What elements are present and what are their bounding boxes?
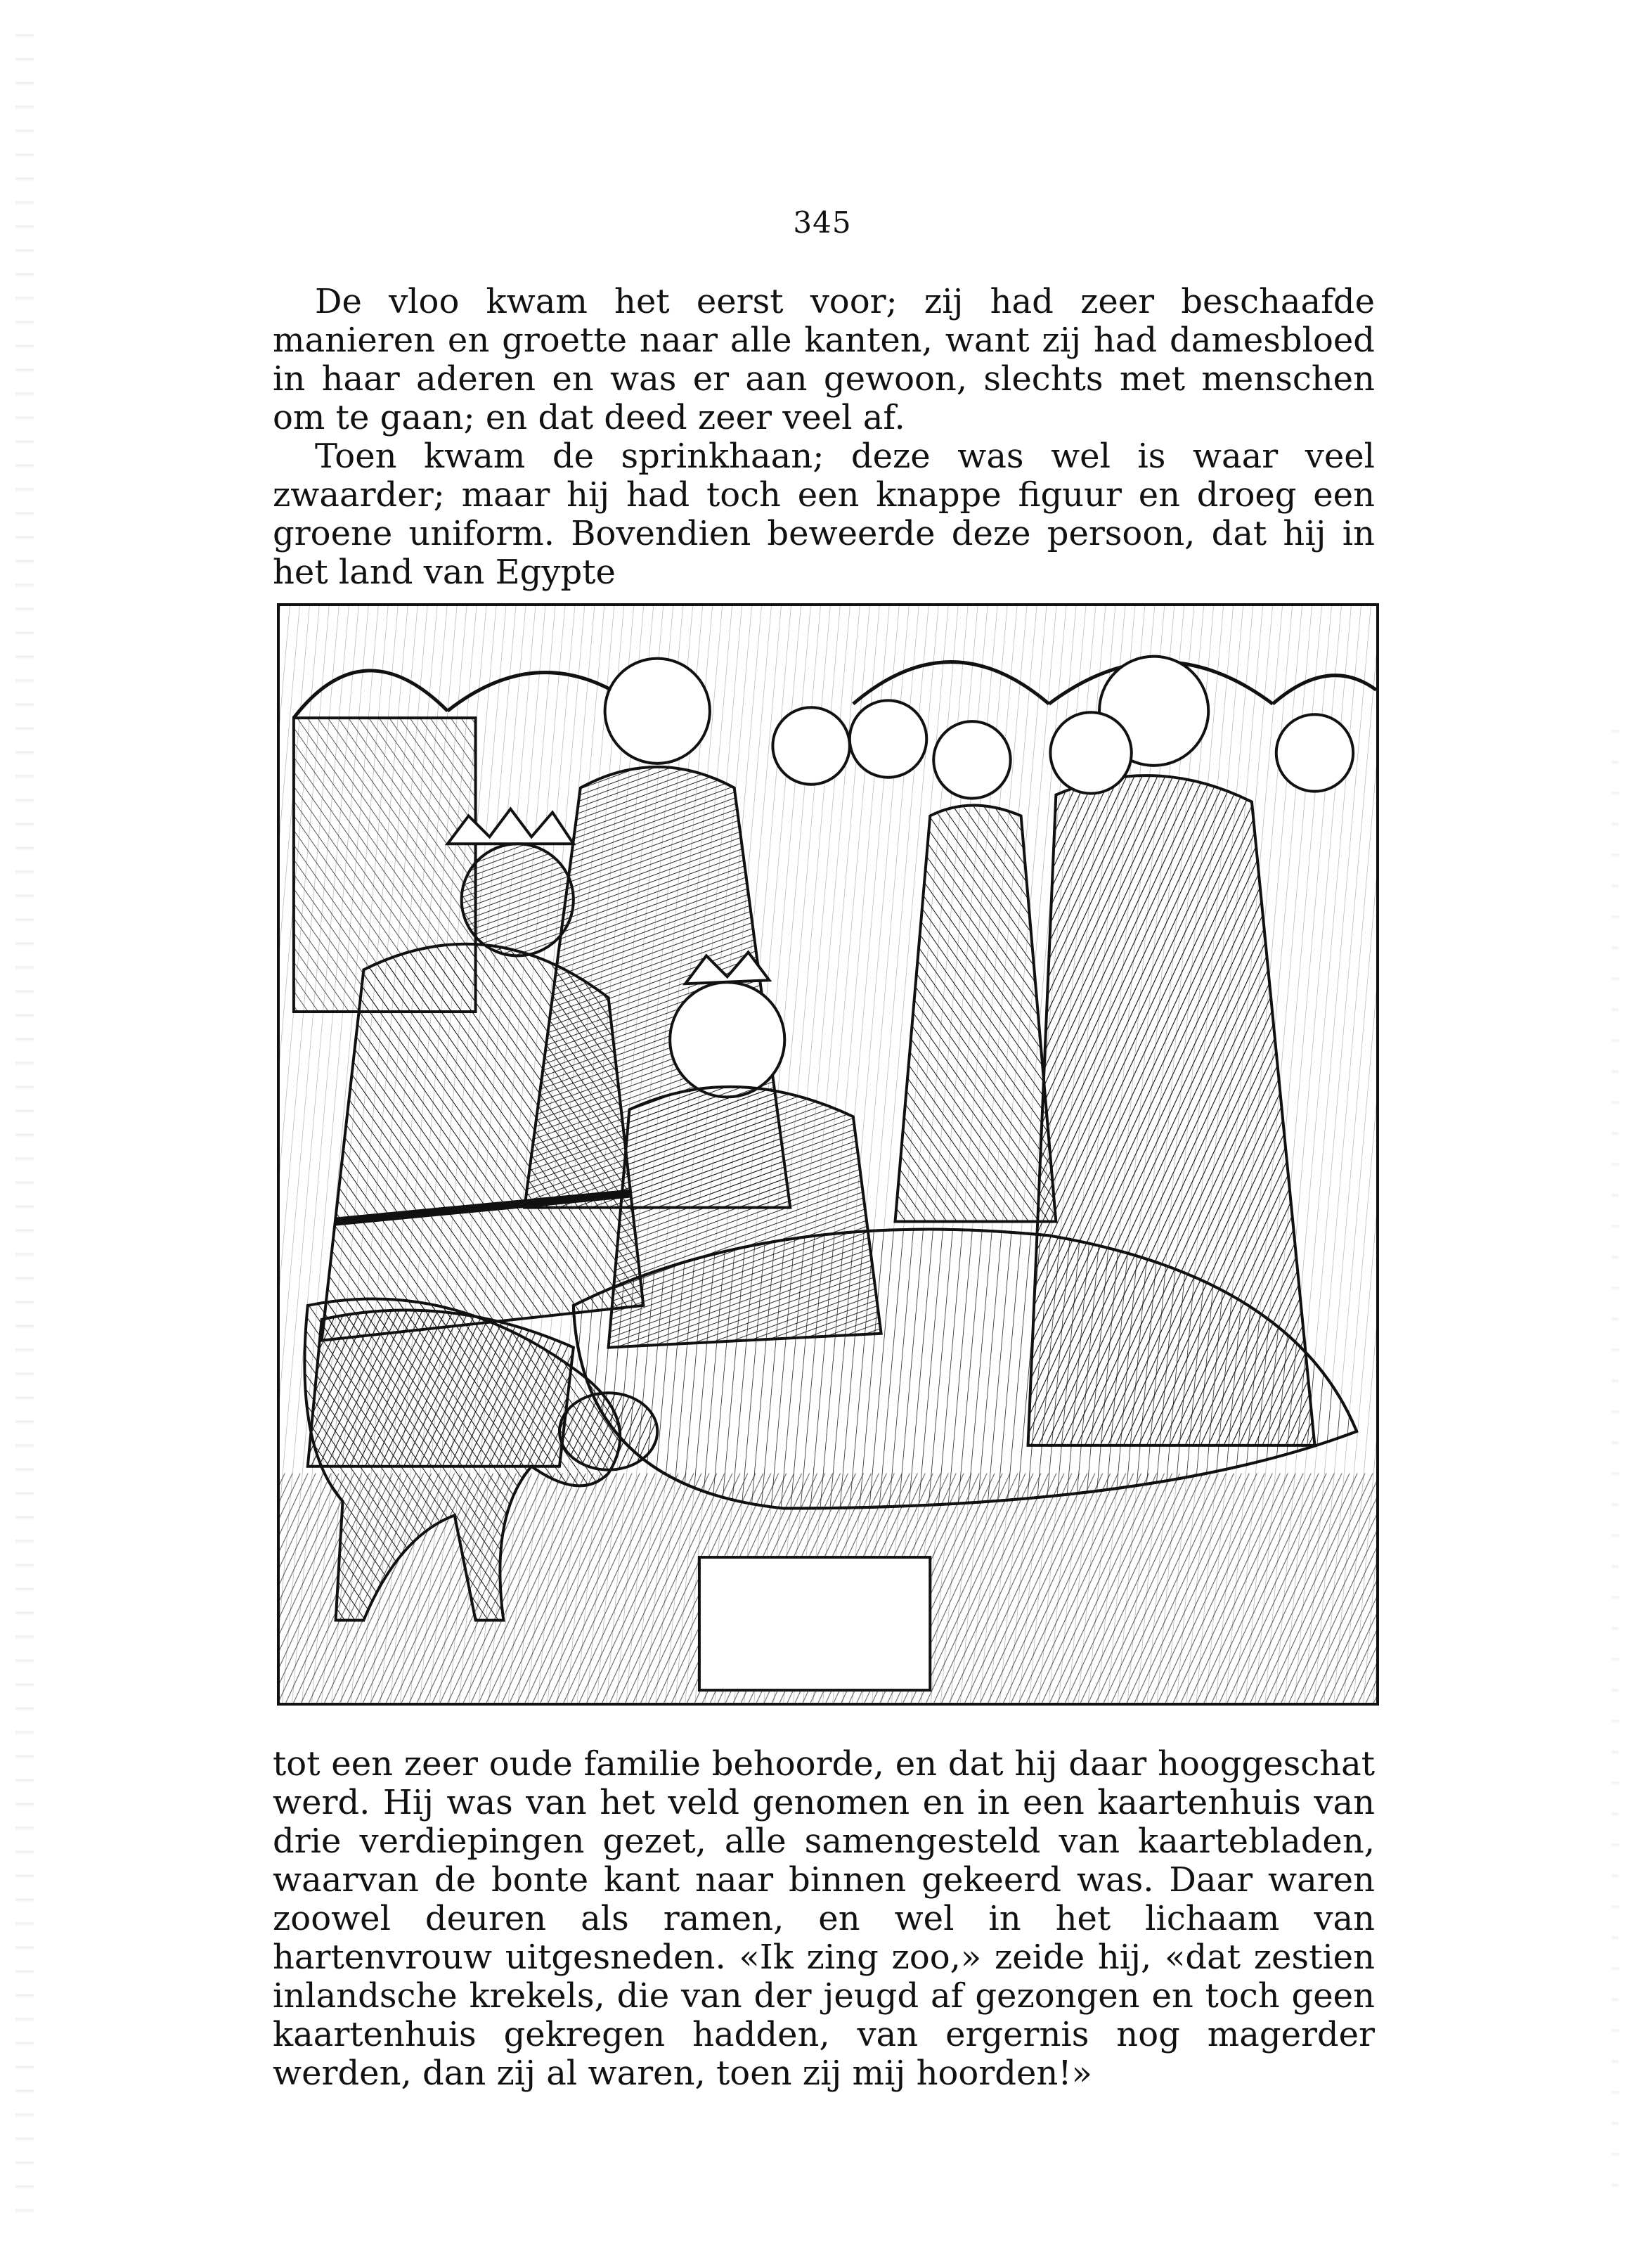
engraving-illustration-icon	[280, 606, 1376, 1703]
scan-edge-right	[1612, 703, 1619, 2215]
scan-edge-left	[15, 14, 34, 2229]
bottom-text-block	[273, 1745, 1375, 2093]
top-text-block	[273, 283, 1375, 592]
engraving-illustration	[277, 603, 1379, 1706]
paragraph-3: tot een zeer oude familie behoorde, en dat hij daar hooggeschat werd. Hij was van het veld genomen en in een kaartenhuis van drie verdiepingen gezet, alle samengesteld van kaartebladen, waarvan de bonte kant naar binnen gekeerd was. Daar waren zoowel deuren als ramen, en wel in het lichaam van hartenvrouw uitgesneden. «Ik zing zoo,» zeide hij, «dat zestien inlandsche krekels, die van der jeugd af gezongen en toch geen kaartenhuis gekregen hadden, van ergernis nog magerder werden, dan zij al waren, toen zij mij hoorden!»	[273, 1744, 1375, 2093]
page-number: 345	[793, 205, 852, 240]
paragraph-2: Toen kwam de sprinkhaan; deze was wel is waar veel zwaarder; maar hij had toch een knappe figuur en droeg een groene uniform. Bovendien beweerde deze persoon, dat hij in het land van Egypte	[273, 437, 1375, 592]
paragraph-1: De vloo kwam het eerst voor; zij had zeer beschaafde manieren en groette naar alle kanten, want zij had damesbloed in haar aderen en was er aan gewoon, slechts met menschen om te gaan; en dat deed zeer veel af.	[273, 282, 1375, 437]
